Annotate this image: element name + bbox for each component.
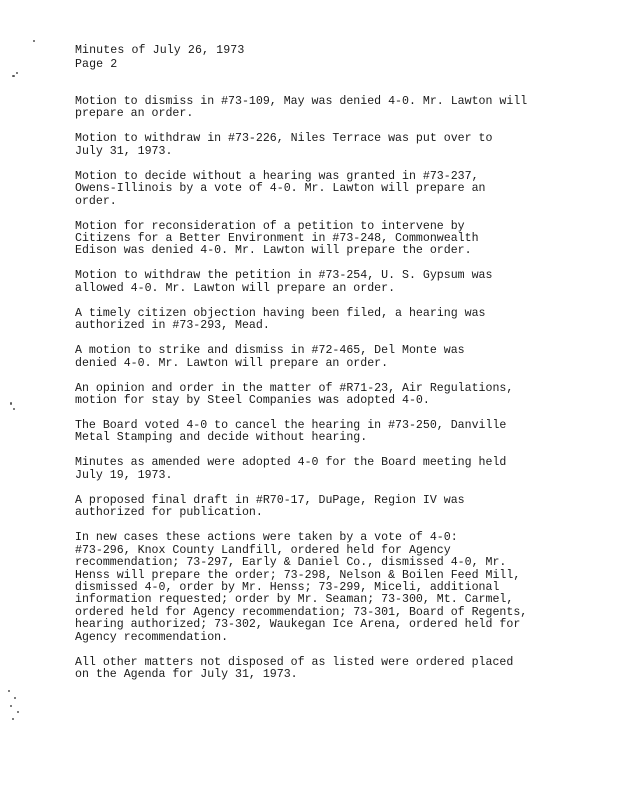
paragraph-opinion-r71-23: An opinion and order in the matter of #R71-23, Air Regulations, motion for stay by Steel Companies was adopted 4-0. xyxy=(75,381,514,408)
paragraph-motion-73-109: Motion to dismiss in #73-109, May was denied 4-0. Mr. Lawton will prepare an order. xyxy=(75,95,528,121)
scan-speck xyxy=(10,705,12,707)
paragraph-other-matters: All other matters not disposed of as listed were ordered placed on the Agenda for July 31, 1973. xyxy=(75,655,514,681)
scan-speck xyxy=(16,72,18,74)
paragraph-new-cases: In new cases these actions were taken by a vote of 4-0: #73-296, Knox County Landfill, ordered held for Agency recommendation; 73-297, Early & Daniel Co., dismissed 4-0, Mr. Henss will prepare the order; 73-298, Nelson & Boilen Feed Mill, dismissed 4-0, order by Mr. Henss; 73-299, Miceli, additional information requested; order by Mr. Seaman; 73-300, Mt. Carmel, ordered held for Agency recommendation; 73-301, Board of Regents, hearing authorized; 73-302, Waukegan Ice Arena, ordered held for Agency recommendation. xyxy=(75,531,528,644)
paragraph-objection-73-293: A timely citizen objection having been filed, a hearing was authorized in #73-293, Mead. xyxy=(75,306,486,333)
scan-speck xyxy=(12,75,15,77)
minutes-title: Minutes of July 26, 1973 xyxy=(75,44,245,57)
scan-speck xyxy=(12,718,14,720)
paragraph-vote-73-250: The Board voted 4-0 to cancel the hearing in #73-250, Danville Metal Stamping and decide without hearing. xyxy=(75,419,507,445)
page-header xyxy=(75,44,244,72)
paragraph-motion-73-237: Motion to decide without a hearing was granted in #73-237, Owens-Illinois by a vote of 4-0. Mr. Lawton will prepare an order. xyxy=(75,169,486,208)
scan-speck xyxy=(10,402,12,405)
paragraph-motion-72-465: A motion to strike and dismiss in #72-465, Del Monte was denied 4-0. Mr. Lawton will prepare an order. xyxy=(75,344,465,370)
page-number: Page 2 xyxy=(75,58,118,71)
scan-speck xyxy=(8,690,10,692)
minutes-body xyxy=(75,96,555,694)
paragraph-minutes-adopted: Minutes as amended were adopted 4-0 for the Board meeting held July 19, 1973. xyxy=(75,456,507,482)
paragraph-motion-73-254: Motion to withdraw the petition in #73-254, U. S. Gypsum was allowed 4-0. Mr. Lawton will prepare an order. xyxy=(75,269,493,295)
paragraph-draft-r70-17: A proposed final draft in #R70-17, DuPage, Region IV was authorized for publication. xyxy=(75,493,465,520)
paragraph-motion-73-248: Motion for reconsideration of a petition to intervene by Citizens for a Better Environment in #73-248, Commonwealth Edison was denied 4-0. Mr. Lawton will prepare the order. xyxy=(75,219,479,258)
scan-speck xyxy=(13,408,15,410)
scan-speck xyxy=(33,40,35,42)
scan-speck xyxy=(14,697,16,699)
scan-speck xyxy=(17,711,19,713)
paragraph-motion-73-226: Motion to withdraw in #73-226, Niles Terrace was put over to July 31, 1973. xyxy=(75,132,493,158)
